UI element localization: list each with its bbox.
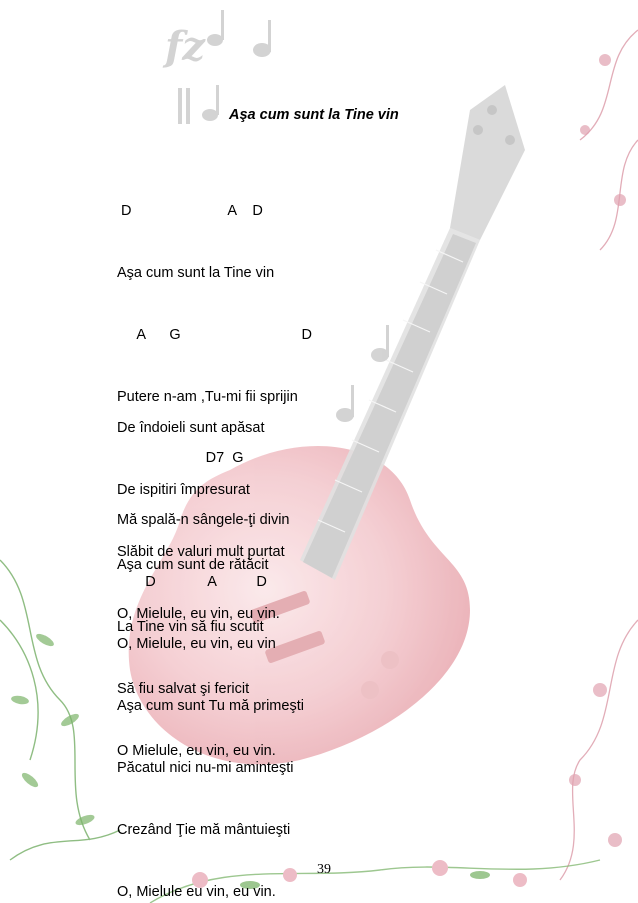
lyric-line: De îndoieli sunt apăsat: [117, 420, 265, 437]
lyric-line: O, Mielule eu vin, eu vin.: [117, 883, 276, 900]
svg-text:fz: fz: [165, 23, 205, 70]
page-number: 39: [317, 862, 331, 877]
lyric-line: De ispitiri împresurat: [117, 481, 250, 498]
lyric-line: Slăbit de valuri mult purtat: [117, 543, 285, 560]
lyric-line: Aşa cum sunt de rătăcit: [117, 557, 269, 574]
chord-line: D A D: [117, 203, 263, 220]
floral-vine-left: [0, 560, 120, 860]
lyric-line: Putere n-am ,Tu-mi fii sprijin: [117, 388, 298, 405]
lyric-line: Păcatul nici nu-mi aminteşti: [117, 759, 294, 776]
lyric-line: Să fiu salvat şi fericit: [117, 680, 250, 697]
lyric-line: Crezând Ţie mă mântuieşti: [117, 821, 291, 838]
lyric-line: Mă spală-n sângele-ţi divin: [117, 512, 290, 529]
chord-line: D A D: [117, 573, 267, 590]
song-title: Aşa cum sunt la Tine vin: [229, 107, 399, 123]
lyric-line: Aşa cum sunt Tu mă primeşti: [117, 698, 304, 715]
lyric-line: O Mielule, eu vin, eu vin.: [117, 742, 276, 759]
lyric-line: O, Mielule, eu vin, eu vin: [117, 635, 276, 652]
chord-line: D7 G: [117, 450, 244, 467]
lyric-line: O, Mielule, eu vin, eu vin.: [117, 605, 280, 622]
lyric-line: La Tine vin să fiu scutit: [117, 618, 264, 635]
floral-vine-right: [560, 30, 638, 880]
lyric-line: Aşa cum sunt la Tine vin: [117, 264, 275, 281]
chord-line: A G D: [117, 326, 312, 343]
verse-4: [117, 655, 304, 903]
